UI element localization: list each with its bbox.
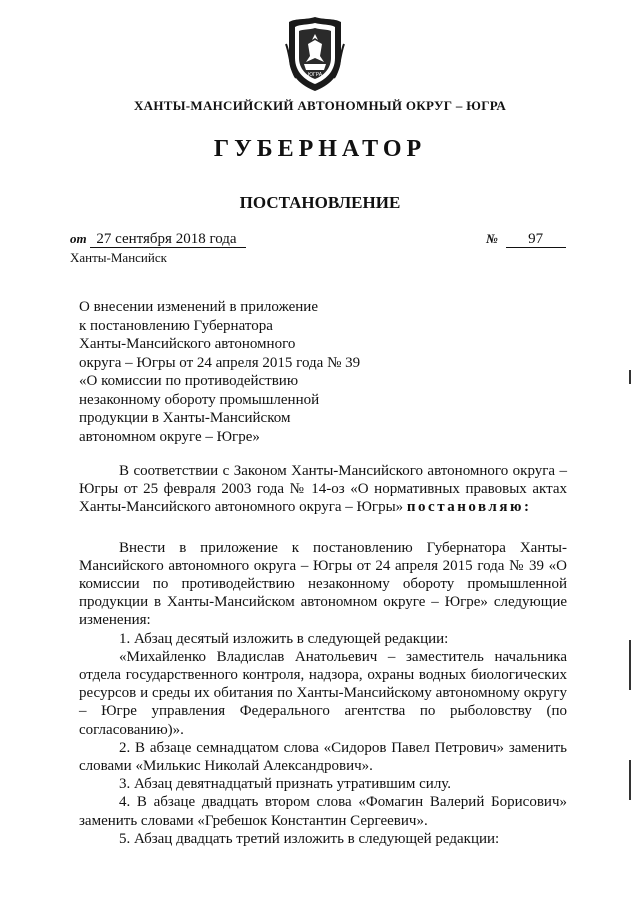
document-number: 97 bbox=[506, 232, 566, 248]
subject-line: к постановлению Губернатора bbox=[79, 317, 273, 334]
scan-edge-mark bbox=[629, 640, 631, 690]
document-type-heading: ПОСТАНОВЛЕНИЕ bbox=[239, 193, 401, 212]
number-label: № bbox=[486, 231, 498, 246]
subject-line: Ханты-Мансийского автономного bbox=[79, 336, 296, 352]
subject-line: О внесении изменений в приложение bbox=[79, 299, 318, 315]
document-date: 27 сентября 2018 года bbox=[90, 232, 246, 248]
subject-line: округа – Югры от 24 апреля 2015 года № 39 bbox=[79, 354, 361, 371]
decree-colon: : bbox=[523, 499, 529, 516]
scan-edge-mark bbox=[629, 370, 631, 384]
coat-of-arms-emblem bbox=[284, 14, 346, 94]
subject-line: продукции в Ханты-Мансийском bbox=[79, 410, 291, 426]
list-item: 3. Абзац девятнадцатый признать утратившим силу. bbox=[119, 776, 452, 793]
subject-line: незаконному обороту промышленной bbox=[79, 391, 320, 408]
city-name: Ханты-Мансийск bbox=[70, 250, 167, 265]
document-body bbox=[79, 462, 567, 848]
list-item: 5. Абзац двадцать третий изложить в следующей редакции: bbox=[119, 830, 500, 847]
region-heading: ХАНТЫ-МАНСИЙСКИЙ АВТОНОМНЫЙ ОКРУГ – ЮГРА bbox=[133, 98, 507, 113]
list-item: 1. Абзац десятый изложить в следующей редакции: bbox=[119, 630, 449, 647]
office-heading: ГУБЕРНАТОР bbox=[213, 136, 427, 162]
list-item: «Михайленко Владислав Анатольевич – заместитель начальника отдела государственного контроля, надзора, охраны водных биологических ресурсов и среды их обитания по Ханты-Мансийскому автономному округу – Югре управления Федерального агентства по рыболовству (по согласованию)». bbox=[79, 648, 567, 738]
preamble-paragraph bbox=[79, 462, 567, 517]
document-subject bbox=[79, 298, 399, 446]
number-line bbox=[486, 231, 566, 248]
date-line bbox=[70, 231, 246, 248]
list-item: 2. В абзаце семнадцатом слова «Сидоров Павел Петрович» заменить словами «Милькис Николай Александрович». bbox=[79, 739, 567, 775]
subject-line: автономном округе – Югре» bbox=[79, 428, 260, 445]
scan-edge-mark bbox=[629, 760, 631, 800]
list-item: 4. В абзаце двадцать втором слова «Фомагин Валерий Борисович» заменить словами «Гребешок Константин Сергеевич». bbox=[79, 794, 567, 829]
decree-word: постановляю bbox=[406, 499, 524, 516]
main-paragraph: Внести в приложение к постановлению Губернатора Ханты-Мансийского автономного округа – Югры от 24 апреля 2015 года № 39 «О комиссии по противодействию незаконному обороту промышленной продукции в Ханты-Мансийском автономном округе – Югре» следующие изменения: bbox=[79, 539, 567, 629]
date-label: от bbox=[70, 231, 87, 246]
preamble-text: В соответствии с Законом Ханты-Мансийского автономного округа – Югры от 25 февраля 2003 года № 14-оз «О нормативных правовых актах Ханты-Мансийского автономного округа – Югры» bbox=[79, 463, 567, 516]
svg-text:ЮГРА: ЮГРА bbox=[307, 72, 323, 78]
subject-line: «О комиссии по противодействию bbox=[79, 373, 299, 389]
